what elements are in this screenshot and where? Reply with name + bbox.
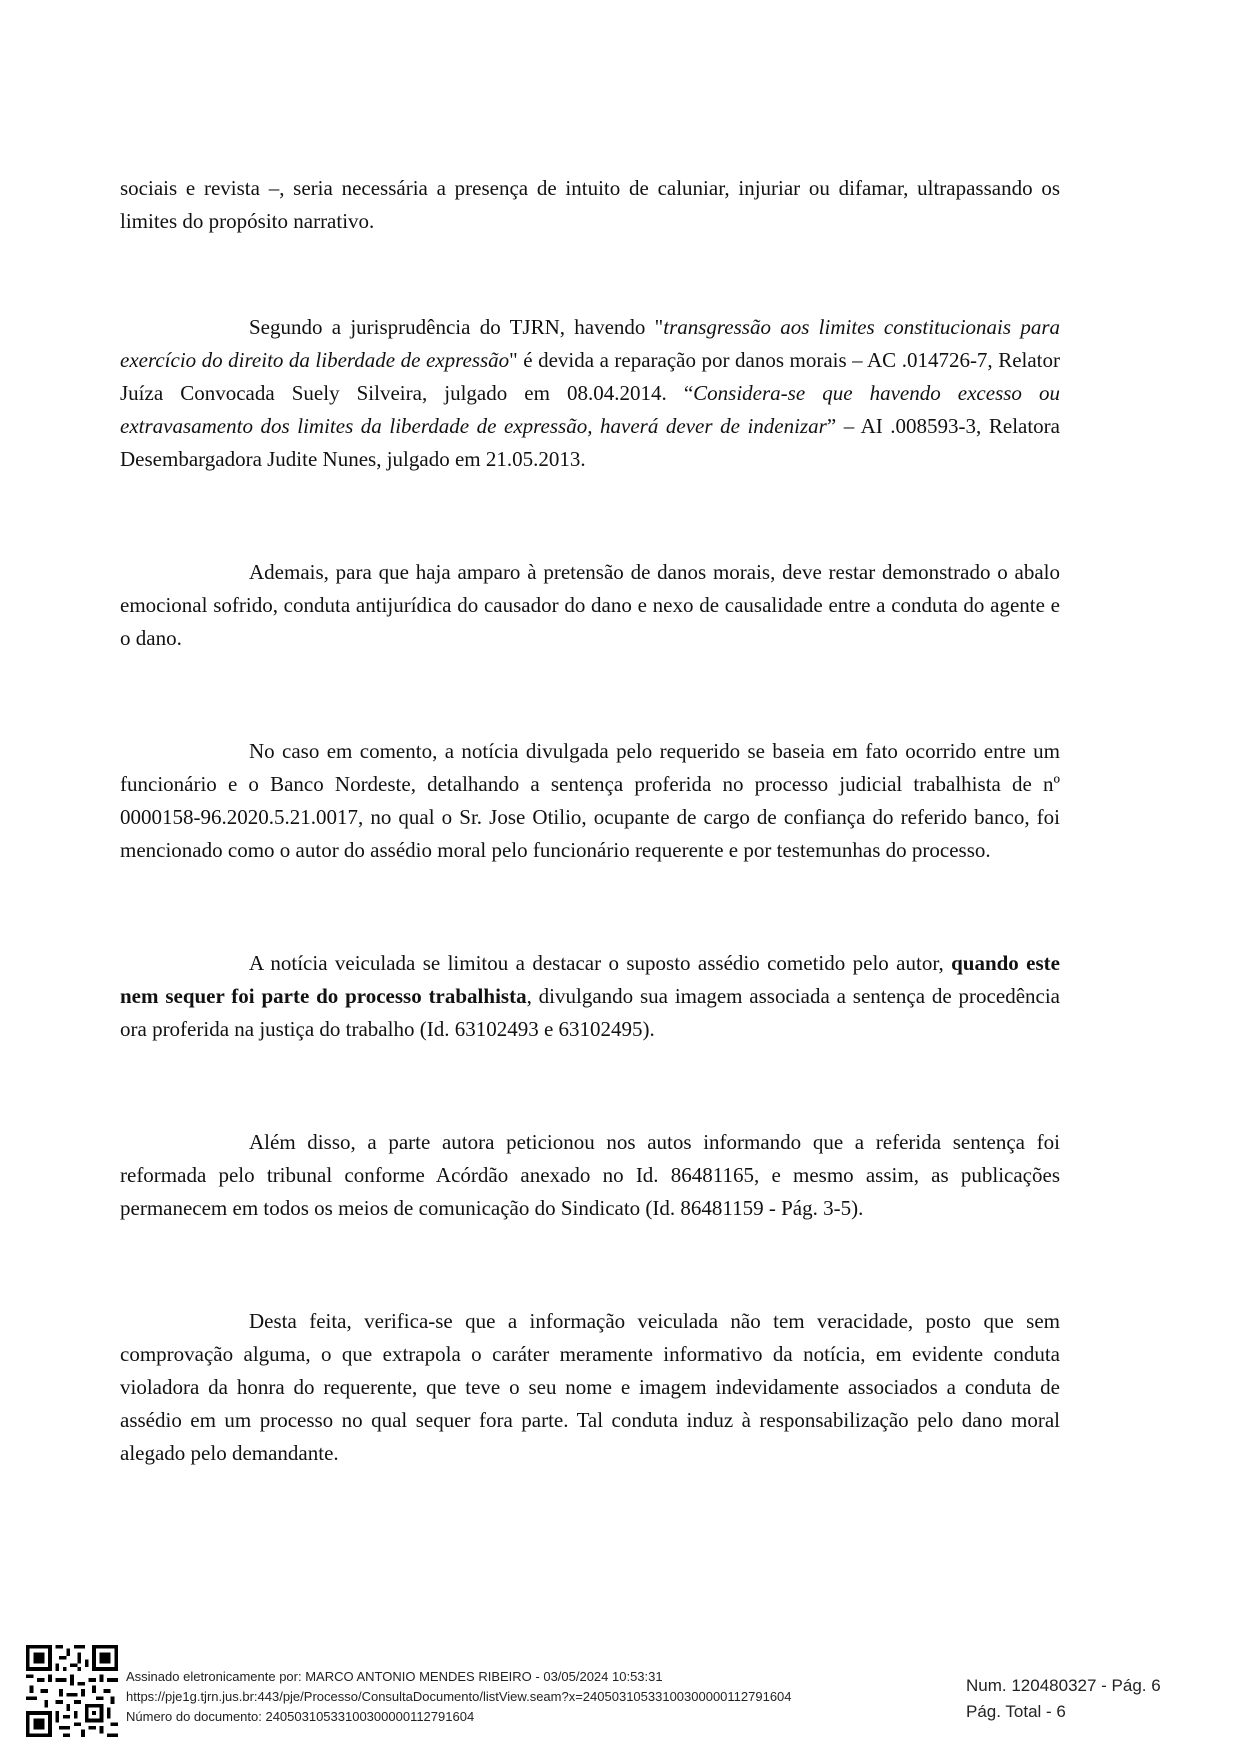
paragraph-5-text-2: , divulgando sua imagem associada a sentença de procedência ora proferida na justiça do trabalho (Id. 63102493 e 63102495). — [120, 984, 1060, 1041]
paragraph-1: sociais e revista –, seria necessária a presença de intuito de caluniar, injuriar ou difamar, ultrapassando os limites do propósito narrativo. — [120, 176, 1060, 233]
paragraph-2-text-1: Segundo a jurisprudência do TJRN, havendo " — [249, 315, 664, 339]
signed-by-line: Assinado eletronicamente por: MARCO ANTONIO MENDES RIBEIRO - 03/05/2024 10:53:31 — [126, 1669, 663, 1684]
paragraph-5-text-1: A notícia veiculada se limitou a destacar o suposto assédio cometido pelo autor, — [249, 951, 952, 975]
total-pages: Pág. Total - 6 — [966, 1702, 1066, 1721]
paragraph-5-bold: quando este nem sequer foi parte do processo trabalhista — [120, 951, 1060, 1008]
paragraph-5 — [120, 947, 1060, 1046]
qr-code-icon — [26, 1645, 118, 1737]
paragraph-4: No caso em comento, a notícia divulgada pelo requerido se baseia em fato ocorrido entre um funcionário e o Banco Nordeste, detalhando a sentença proferida no processo judicial trabalhista de nº 0000158-96.2020.5.21.0017, no qual o Sr. Jose Otilio, ocupante de cargo de confiança do referido banco, foi mencionado como o autor do assédio moral pelo funcionário requerente e por testemunhas do processo. — [120, 739, 1060, 862]
document-body — [120, 172, 1060, 1470]
paragraph-2-quote-2: Considera-se que havendo excesso ou extravasamento dos limites da liberdade de expressão, haverá dever de indenizar — [120, 381, 1060, 438]
electronic-signature-info — [126, 1667, 792, 1727]
paragraph-2-text-2: " é devida a reparação por danos morais – AC .014726-7, Relator Juíza Convocada Suely Silveira, julgado em 08.04.2014. “ — [120, 348, 1061, 405]
paragraph-2-quote-1: transgressão aos limites constitucionais para exercício do direito da liberdade de expressão — [120, 315, 1060, 372]
paragraph-3: Ademais, para que haja amparo à pretensão de danos morais, deve restar demonstrado o abalo emocional sofrido, conduta antijurídica do causador do dano e nexo de causalidade entre a conduta do agente e o dano. — [120, 560, 1060, 650]
paragraph-2 — [120, 311, 1060, 476]
paragraph-2-text-3: ” – AI .008593-3, Relatora Desembargadora Judite Nunes, julgado em 21.05.2013. — [120, 414, 1060, 471]
paragraph-6: Além disso, a parte autora peticionou nos autos informando que a referida sentença foi reformada pelo tribunal conforme Acórdão anexado no Id. 86481165, e mesmo assim, as publicações permanecem em todos os meios de comunicação do Sindicato (Id. 86481159 - Pág. 3-5). — [120, 1130, 1060, 1220]
document-number: Número do documento: 24050310533100300000112791604 — [126, 1709, 475, 1724]
signature-footer — [0, 1637, 1240, 1737]
paragraph-7: Desta feita, verifica-se que a informação veiculada não tem veracidade, posto que sem comprovação alguma, o que extrapola o caráter meramente informativo da notícia, em evidente conduta violadora da honra do requerente, que teve o seu nome e imagem indevidamente associados a conduta de assédio em um processo no qual sequer fora parte. Tal conduta induz à responsabilização pelo dano moral alegado pelo demandante. — [120, 1309, 1060, 1465]
page-number: Num. 120480327 - Pág. 6 — [966, 1676, 1161, 1695]
page-numbering — [966, 1673, 1161, 1725]
document-url[interactable]: https://pje1g.tjrn.jus.br:443/pje/Processo/ConsultaDocumento/listView.seam?x=24050310533100300000112791604 — [126, 1689, 792, 1704]
